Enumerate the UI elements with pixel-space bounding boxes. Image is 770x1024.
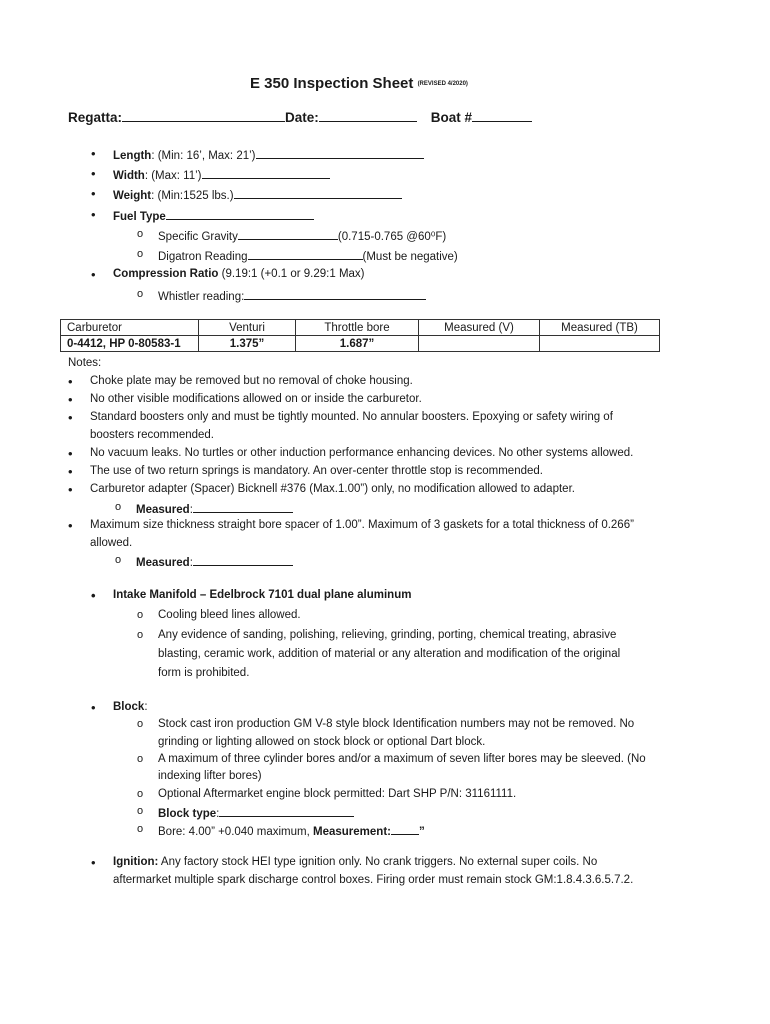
title-text: E 350 Inspection Sheet (250, 75, 414, 92)
table-header-row (61, 320, 660, 336)
intake-item: o Cooling bleed lines allowed. (158, 609, 301, 621)
block-label: Block (113, 701, 145, 713)
length-label: Length (113, 150, 152, 162)
digatron-line[interactable] (248, 248, 363, 260)
whistler-label: Whistler reading: (158, 291, 245, 303)
measured-field-2: o Measured: (136, 554, 293, 569)
weight-line[interactable] (234, 187, 402, 199)
bore-measurement-line[interactable] (391, 823, 419, 835)
boat-label: Boat # (430, 110, 473, 125)
table-header-cell: Measured (V) (419, 320, 540, 336)
weight-label: Weight (113, 190, 152, 202)
ignition-item (113, 856, 597, 868)
ignition-text: Any factory stock HEI type ignition only. No crank triggers. No external super coils. No (158, 856, 598, 868)
digatron-label: Digatron Reading (158, 251, 248, 263)
table-header-cell: Carburetor (61, 320, 199, 336)
note-item: • No other visible modifications allowed on or inside the carburetor. (90, 393, 422, 405)
note-item: • The use of two return springs is mandatory. An over-center throttle stop is recommended. (90, 465, 543, 477)
table-row (61, 336, 660, 352)
compression-text: (9.19:1 (+0.1 or 9.29:1 Max) (218, 268, 365, 280)
specific-gravity-label: Specific Gravity (158, 231, 238, 243)
width-label: Width (113, 170, 145, 182)
compression-item (113, 268, 365, 280)
boat-line[interactable] (472, 110, 532, 122)
notes-label: Notes: (68, 357, 102, 369)
regatta-field[interactable] (68, 110, 532, 125)
note-item: • Maximum size thickness straight bore spacer of 1.00”. Maximum of 3 gaskets for a total thickness of 0.266” (90, 519, 634, 531)
specific-gravity-range: (0.715-0.765 @60⁰F) (337, 231, 447, 243)
fuel-type-label: Fuel Type (113, 211, 166, 223)
specific-gravity-line[interactable] (238, 228, 338, 240)
bore-field (158, 823, 425, 838)
fuel-type-line[interactable] (166, 208, 314, 220)
digatron-note: (Must be negative) (362, 251, 458, 263)
table-header-cell: Measured (TB) (540, 320, 660, 336)
measured-line[interactable] (193, 554, 293, 566)
weight-item (113, 187, 402, 202)
table-cell: 1.375” (199, 336, 296, 352)
measured-label: Measured (136, 557, 190, 569)
note-item: • No vacuum leaks. No turtles or other induction performance enhancing devices. No other systems allowed. (90, 447, 633, 459)
note-item-continued: boosters recommended. (90, 429, 215, 441)
table-header-cell: Venturi (199, 320, 296, 336)
ignition-item-continued: aftermarket multiple spark discharge control boxes. Firing order must remain stock GM:1.8.4.3.6.5.7.2. (113, 874, 634, 886)
block-heading: • Block: (113, 701, 148, 713)
measured-line[interactable] (193, 501, 293, 513)
length-text: : (Min: 16’, Max: 21’) (151, 150, 256, 162)
note-item-continued: allowed. (90, 537, 133, 549)
length-line[interactable] (256, 147, 424, 159)
regatta-label: Regatta: (68, 110, 123, 125)
measured-field-1: o Measured: (136, 501, 293, 516)
intake-manifold-heading: • Intake Manifold – Edelbrock 7101 dual plane aluminum (113, 589, 411, 601)
intake-item-continued: blasting, ceramic work, addition of material or any alteration and modification of the original (158, 648, 621, 660)
whistler-line[interactable] (244, 288, 426, 300)
block-item: o A maximum of three cylinder bores and/or a maximum of seven lifter bores may be sleeved. (No (158, 753, 646, 765)
fuel-type-item (113, 208, 314, 223)
date-line[interactable] (319, 110, 417, 122)
ignition-label: Ignition: (113, 856, 159, 868)
width-line[interactable] (202, 167, 330, 179)
intake-item-continued: form is prohibited. (158, 667, 250, 679)
bore-unit: ” (418, 826, 425, 838)
width-text: : (Max: 11’) (144, 170, 202, 182)
block-type-line[interactable] (219, 805, 354, 817)
block-item: o Stock cast iron production GM V-8 style block Identification numbers may not be removed. No (158, 718, 634, 730)
note-item: • Carburetor adapter (Spacer) Bicknell #376 (Max.1.00”) only, no modification allowed to adapter. (90, 483, 575, 495)
block-type-label: Block type (158, 808, 217, 820)
bore-measurement-label: Measurement: (313, 826, 391, 838)
intake-item: o Any evidence of sanding, polishing, relieving, grinding, porting, chemical treating, abrasive (158, 629, 616, 641)
revised-note: (REVISED 4/2020) (417, 81, 468, 88)
block-item-continued: grinding or lighting allowed on stock block or optional Dart block. (158, 736, 486, 748)
block-type-field: o Block type: (158, 805, 354, 820)
note-item: • Choke plate may be removed but no removal of choke housing. (90, 375, 413, 387)
table-cell: 1.687” (296, 336, 419, 352)
date-label: Date: (285, 110, 319, 125)
bore-text: Bore: 4.00” +0.040 maximum, (158, 826, 314, 838)
measured-v-cell[interactable] (419, 336, 540, 352)
length-item (113, 147, 424, 162)
weight-text: : (Min:1525 lbs.) (151, 190, 234, 202)
compression-label: Compression Ratio (113, 268, 219, 280)
carburetor-table (60, 319, 660, 352)
digatron-item (158, 248, 458, 263)
whistler-item (158, 288, 426, 303)
table-cell: 0-4412, HP 0-80583-1 (61, 336, 199, 352)
measured-label: Measured (136, 504, 190, 516)
specific-gravity-item (158, 228, 446, 243)
width-item (113, 167, 330, 182)
block-item: o Optional Aftermarket engine block permitted: Dart SHP P/N: 31161111. (158, 788, 516, 800)
regatta-line[interactable] (122, 110, 285, 122)
block-item-continued: indexing lifter bores) (158, 770, 262, 782)
measured-tb-cell[interactable] (540, 336, 660, 352)
note-item: • Standard boosters only and must be tightly mounted. No annular boosters. Epoxying or safety wiring of (90, 411, 613, 423)
table-header-cell: Throttle bore (296, 320, 419, 336)
page-title (250, 75, 468, 92)
